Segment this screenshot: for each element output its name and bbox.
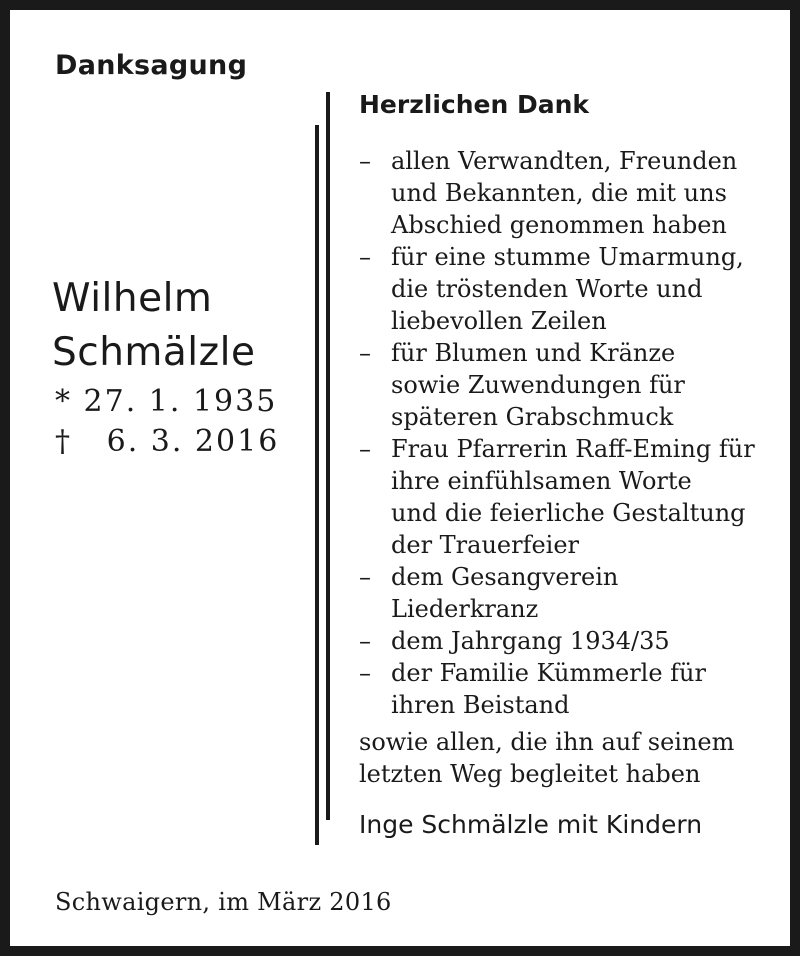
death-symbol: †	[55, 424, 72, 459]
thanks-list-item	[359, 433, 755, 561]
thanks-line: späteren Grabschmuck	[391, 403, 674, 431]
death-row	[55, 422, 279, 462]
thanks-line: die tröstenden Worte und	[391, 275, 703, 303]
birth-symbol: *	[55, 384, 72, 419]
closing-line: letzten Weg begleitet haben	[359, 760, 701, 788]
birth-date: 27. 1. 1935	[83, 384, 278, 419]
thanks-line: der Trauerfeier	[391, 531, 580, 559]
last-name: Schmälzle	[52, 330, 256, 375]
dash-bullet: –	[359, 147, 371, 175]
thanks-list-item	[359, 625, 755, 657]
thanks-line: Frau Pfarrerin Raff-Eming für	[391, 435, 755, 463]
dash-bullet: –	[359, 435, 371, 463]
dash-bullet: –	[359, 659, 371, 687]
birth-row	[55, 382, 279, 422]
divider-rule-left	[315, 125, 319, 845]
closing-line: sowie allen, die ihn auf seinem	[359, 728, 735, 756]
thanks-line: und die feierliche Gestaltung	[391, 499, 746, 527]
dash-bullet: –	[359, 563, 371, 591]
thanks-line: liebevollen Zeilen	[391, 307, 607, 335]
divider-rule-right	[326, 92, 330, 820]
thanks-line: für Blumen und Kränze	[391, 339, 676, 367]
thanks-line: für eine stumme Umarmung,	[391, 243, 744, 271]
thanks-list-item	[359, 561, 755, 625]
thanks-line: dem Gesangverein	[391, 563, 619, 591]
thanks-line: allen Verwandten, Freunden	[391, 147, 738, 175]
thanks-line: Abschied genommen haben	[391, 211, 727, 239]
thanks-line: und Bekannten, die mit uns	[391, 179, 727, 207]
thanks-line: der Familie Kümmerle für	[391, 659, 706, 687]
thanks-line: dem Jahrgang 1934/35	[391, 627, 670, 655]
deceased-name	[52, 272, 255, 380]
thanks-line: sowie Zuwendungen für	[391, 371, 685, 399]
dash-bullet: –	[359, 627, 371, 655]
first-name: Wilhelm	[52, 276, 213, 321]
signature: Inge Schmälzle mit Kindern	[359, 810, 703, 839]
thanks-line: Liederkranz	[391, 595, 539, 623]
thanks-list	[359, 145, 755, 721]
death-date: 6. 3. 2016	[106, 424, 280, 459]
dash-bullet: –	[359, 243, 371, 271]
thanks-line: ihre einfühlsamen Worte	[391, 467, 692, 495]
thanks-list-item	[359, 337, 755, 433]
thanks-line: ihren Beistand	[391, 691, 570, 719]
place-date: Schwaigern, im März 2016	[55, 888, 392, 916]
closing-text	[359, 726, 734, 790]
thanks-title: Herzlichen Dank	[359, 90, 590, 119]
life-dates	[55, 382, 279, 462]
thanks-list-item	[359, 241, 755, 337]
dash-bullet: –	[359, 339, 371, 367]
thanks-list-item	[359, 145, 755, 241]
thanks-list-item	[359, 657, 755, 721]
notice-heading: Danksagung	[55, 50, 248, 81]
